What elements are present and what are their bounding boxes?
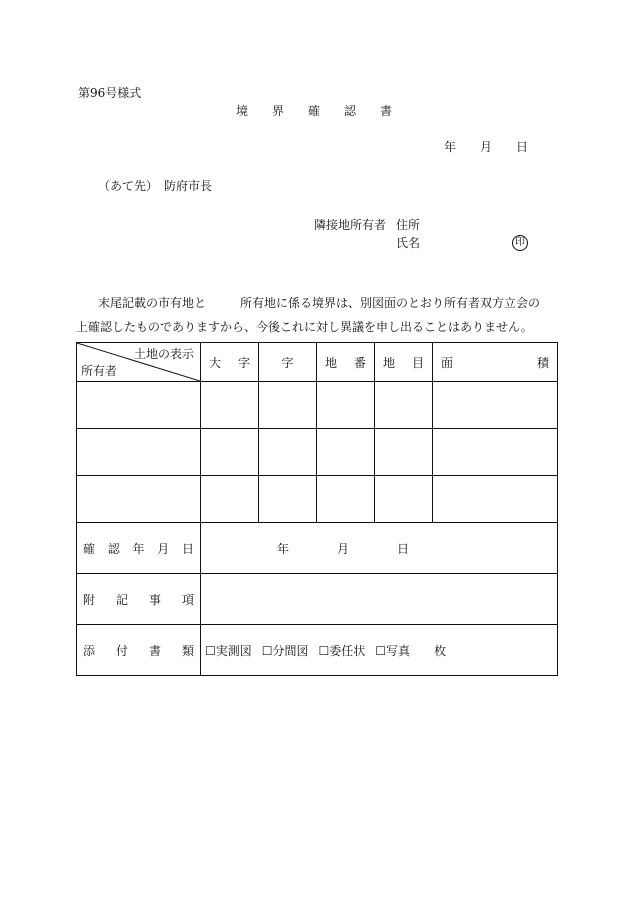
address-label: 住所 <box>396 218 421 232</box>
attachment-row <box>77 625 558 676</box>
confirm-day: 日 <box>397 541 410 556</box>
col-menseki <box>433 343 558 382</box>
chimoku-cell[interactable] <box>375 429 433 476</box>
confirm-date-row <box>77 523 558 574</box>
land-display-label: 土地の表示 <box>133 347 194 361</box>
boundary-table <box>76 342 558 676</box>
confirm-year: 年 <box>277 541 290 556</box>
diagonal-header-cell <box>77 343 201 382</box>
menseki-cell[interactable] <box>433 476 558 523</box>
adjacent-owner-label: 隣接地所有者 <box>314 218 387 232</box>
confirm-date-cell[interactable] <box>201 523 558 574</box>
name-label: 氏名 <box>396 236 421 250</box>
aza-cell[interactable] <box>259 382 317 429</box>
owner-cell[interactable] <box>77 476 201 523</box>
body-line-1 <box>98 296 540 310</box>
owner-column-label: 所有者 <box>81 364 118 378</box>
owner-cell[interactable] <box>77 429 201 476</box>
menseki-cell[interactable] <box>433 382 558 429</box>
attach-proxy-checkbox[interactable]: ☐委任状 <box>318 643 366 658</box>
col-chiban <box>317 343 375 382</box>
col-chimoku-label: 地 目 <box>383 355 424 370</box>
table-header-row <box>77 343 558 382</box>
col-oaza-label: 大 字 <box>209 355 250 370</box>
oaza-cell[interactable] <box>201 476 259 523</box>
addressee: （あて先） 防府市長 <box>98 179 213 193</box>
oaza-cell[interactable] <box>201 429 259 476</box>
form-number: 第96号様式 <box>78 86 142 100</box>
attachment-list <box>201 642 557 659</box>
date-line <box>444 140 528 154</box>
table-row <box>77 382 558 429</box>
aza-cell[interactable] <box>259 476 317 523</box>
date-month: 月 <box>480 140 493 154</box>
date-day: 日 <box>516 140 529 154</box>
chiban-cell[interactable] <box>317 476 375 523</box>
confirm-date-value <box>201 540 557 557</box>
owner-cell[interactable] <box>77 382 201 429</box>
oaza-cell[interactable] <box>201 382 259 429</box>
note-cell[interactable] <box>201 574 558 625</box>
attach-photo-checkbox[interactable]: ☐写真 <box>375 643 411 658</box>
document-title: 境界確認書 <box>236 104 417 118</box>
aza-cell[interactable] <box>259 429 317 476</box>
body-line-1a: 末尾記載の市有地と <box>98 296 207 310</box>
date-year: 年 <box>444 140 457 154</box>
chimoku-cell[interactable] <box>375 382 433 429</box>
chiban-cell[interactable] <box>317 382 375 429</box>
table-row <box>77 476 558 523</box>
chimoku-cell[interactable] <box>375 476 433 523</box>
body-line-1b: 所有地に係る境界は、別図面のとおり所有者双方立会の <box>240 296 541 310</box>
attach-survey-checkbox[interactable]: ☐実測図 <box>205 643 252 658</box>
table-row <box>77 429 558 476</box>
col-chiban-label: 地 番 <box>325 355 366 370</box>
photo-count-unit: 枚 <box>434 643 447 658</box>
col-oaza <box>201 343 259 382</box>
note-label: 附 記 事 項 <box>83 592 194 607</box>
confirm-date-label: 確 認 年 月 日 <box>83 541 194 556</box>
seal-mark: 印 <box>512 235 528 251</box>
col-aza: 字 <box>259 343 317 382</box>
body-line-2: 上確認したものでありますから、今後これに対し異議を申し出ることはありません。 <box>76 320 533 334</box>
note-row <box>77 574 558 625</box>
attach-cell <box>201 625 558 676</box>
chiban-cell[interactable] <box>317 429 375 476</box>
note-label-cell <box>77 574 201 625</box>
confirm-date-label-cell <box>77 523 201 574</box>
col-chimoku <box>375 343 433 382</box>
attach-label-cell <box>77 625 201 676</box>
attach-bunken-checkbox[interactable]: ☐分間図 <box>261 643 309 658</box>
confirm-month: 月 <box>337 541 350 556</box>
attach-label: 添 付 書 類 <box>83 643 194 658</box>
menseki-cell[interactable] <box>433 429 558 476</box>
col-menseki-label: 面 積 <box>441 355 549 370</box>
